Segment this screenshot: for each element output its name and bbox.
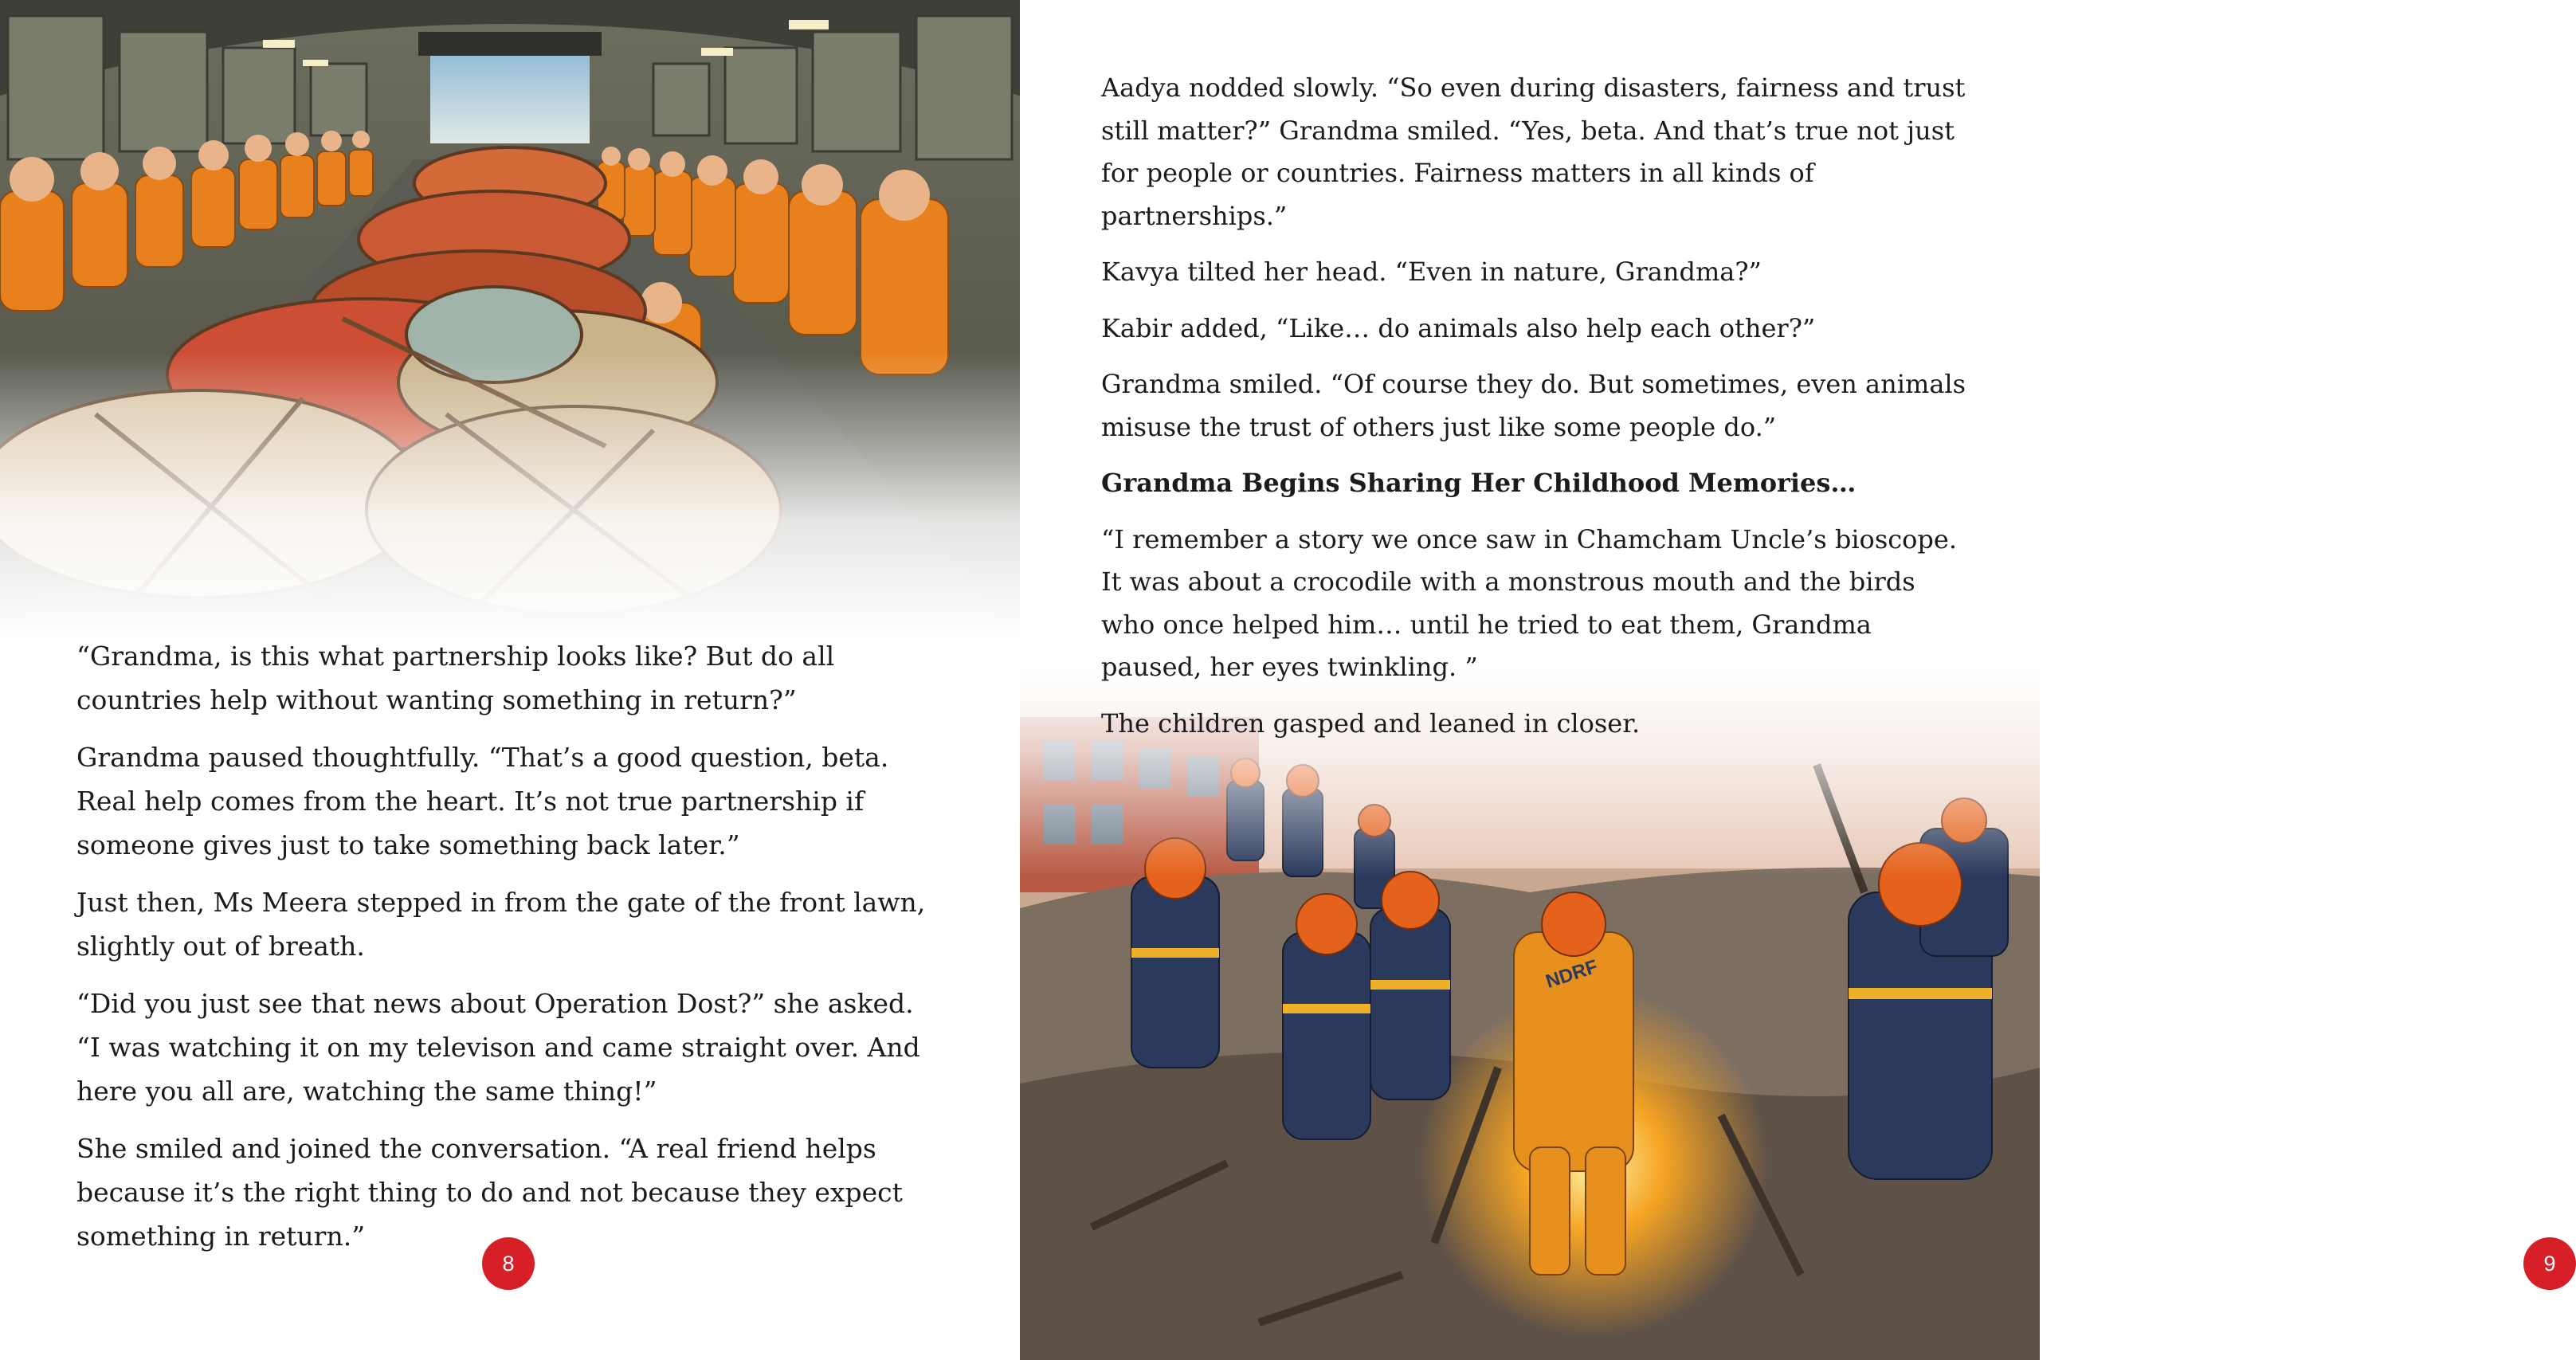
page-number-badge: 8 bbox=[482, 1237, 535, 1290]
right-page bbox=[1020, 0, 2556, 1360]
paragraph: Kavya tilted her head. “Even in nature, Grandma?” bbox=[1101, 257, 1762, 287]
paragraph: Aadya nodded slowly. “So even during disasters, fairness and trust still matter?” Grandma smiled. “Yes, beta. And that’s true not just for people or countries. Fairness matters in all kinds of partnerships.” bbox=[1101, 73, 1966, 231]
right-page-text bbox=[1101, 67, 1970, 758]
paragraph: Grandma smiled. “Of course they do. But sometimes, even animals misuse the trust of others just like some people do.” bbox=[1101, 369, 1966, 442]
paragraph: “Did you just see that news about Operation Dost?” she asked. “I was watching it on my televison and came straight over. And here you all are, watching the same thing!” bbox=[76, 988, 920, 1107]
paragraph: Just then, Ms Meera stepped in from the gate of the front lawn, slightly out of breath. bbox=[76, 887, 926, 962]
paragraph: Kabir added, “Like… do animals also help each other?” bbox=[1101, 312, 1816, 343]
rescue-scene-illustration bbox=[1020, 669, 2040, 1360]
left-page-text bbox=[76, 634, 945, 1272]
cargo-plane-illustration bbox=[0, 0, 1020, 637]
paragraph: She smiled and joined the conversation. “A real friend helps because it’s the right thing to do and not because they expect something in return.” bbox=[76, 1133, 903, 1252]
section-heading: Grandma Begins Sharing Her Childhood Memories… bbox=[1101, 468, 1857, 498]
page-number-badge: 9 bbox=[2523, 1237, 2576, 1290]
paragraph: “Grandma, is this what partnership looks like? But do all countries help without wanting something in return?” bbox=[76, 641, 835, 715]
paragraph: “I remember a story we once saw in Chamcham Uncle’s bioscope. It was about a crocodile with a monstrous mouth and the birds who once helped him… until he tried to eat them, Grandma paused, her eyes twinkling. ” bbox=[1101, 523, 1958, 682]
paragraph: The children gasped and leaned in closer. bbox=[1101, 707, 1641, 739]
paragraph: Grandma paused thoughtfully. “That’s a good question, beta. Real help comes from the heart. It’s not true partnership if someone gives just to take something back later.” bbox=[76, 742, 889, 860]
left-page bbox=[0, 0, 1020, 1360]
